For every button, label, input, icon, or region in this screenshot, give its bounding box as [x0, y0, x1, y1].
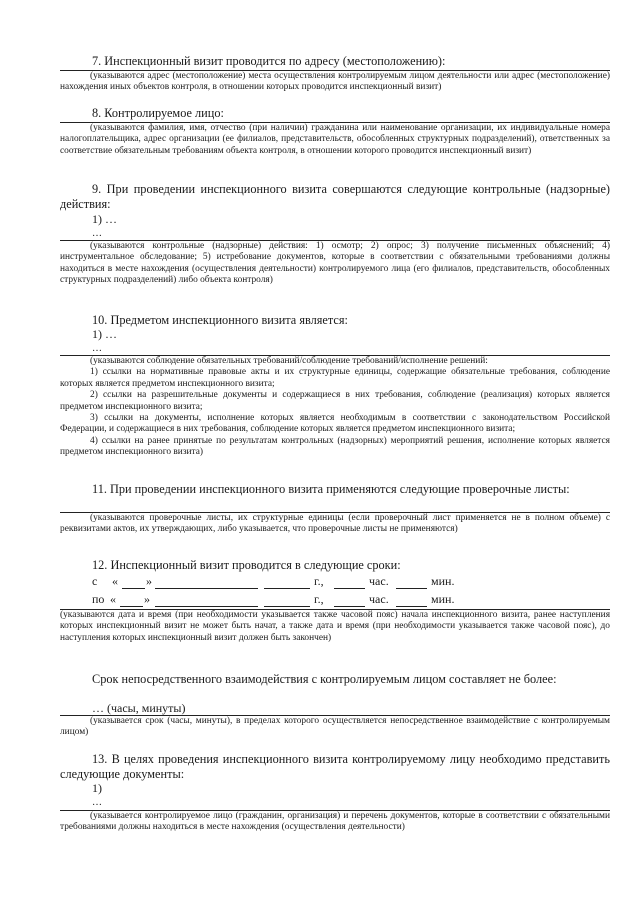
- start-minutes-label: мин.: [431, 574, 455, 588]
- section-13: [60, 752, 610, 782]
- start-open-quote: «: [112, 574, 118, 588]
- section-13-heading: 13. В целях проведения инспекционного визита контролируемому лицу необходимо представить следующие документы:: [60, 752, 610, 781]
- section-7-note: (указываются адрес (местоположение) места осуществления контролируемым лицом деятельности или адрес (местоположение) нахождения иных объектов контроля, в отношении которых проводится инспекционный визит): [60, 71, 610, 93]
- section-12-note: (указываются дата и время (при необходимости указывается также часовой пояс) начала инспекционного визита, ранее наступления которых инспекционный визит не может быть начат, а также дата и время (при необходимости указывается также часовой пояс), до наступления которых инспекционный визит должен быть закончен): [60, 610, 610, 643]
- section-13-item-1: 1): [92, 781, 102, 795]
- end-hours-field[interactable]: [334, 606, 365, 607]
- end-year-field[interactable]: [264, 606, 310, 607]
- end-hours-label: час.: [369, 592, 389, 606]
- section-12-heading: 12. Инспекционный визит проводится в следующие сроки:: [92, 558, 401, 572]
- start-month-field[interactable]: [155, 588, 258, 589]
- section-10: [60, 313, 610, 328]
- section-9-note: (указываются контрольные (надзорные) действия: 1) осмотр; 2) опрос; 3) получение письменных объяснений; 4) инструментальное обследование; 5) истребование документов, которые в соответствии с обязательными требованиями должны находиться в месте нахождения (осуществления деятельности) контролируемого лица (его филиалов, представительств, обособленных структурных подразделений) либо объекта контроля): [60, 241, 610, 286]
- start-hours-field[interactable]: [334, 588, 365, 589]
- end-open-quote: «: [110, 592, 116, 606]
- section-12: [60, 558, 610, 573]
- section-11-note: (указываются проверочные листы, их структурные единицы (если проверочный лист применяется не в полном объеме) с реквизитами актов, их утверждающих, либо указывается, что проверочные листы не применяются): [60, 513, 610, 535]
- section-9-heading: 9. При проведении инспекционного визита совершаются следующие контрольные (надзорные) действия:: [60, 182, 610, 211]
- interaction-term-heading: Срок непосредственного взаимодействия с контролируемым лицом составляет не более:: [92, 672, 557, 686]
- interaction-term-note: (указывается срок (часы, минуты), в пределах которого осуществляется непосредственное взаимодействие с контролируемым лицом): [60, 716, 610, 738]
- interaction-term: [60, 672, 610, 687]
- period-start-label: с: [92, 574, 98, 588]
- section-10-note-line: 2) ссылки на разрешительные документы и содержащиеся в них требования, соблюдение (реализация) которых является предметом инспекционного визита;: [60, 390, 610, 412]
- section-10-note-line: 3) ссылки на документы, исполнение которых является необходимым в соответствии с законодательством Российской Федерации, и содержащиеся в них требования, соблюдение которых является предметом инспекционного визита;: [60, 413, 610, 435]
- section-13-note: (указывается контролируемое лицо (гражданин, организация) и перечень документов, которые в соответствии с обязательными требованиями должны находиться в месте нахождения (осуществления деятельности): [60, 811, 610, 833]
- section-10-note-line: 1) ссылки на нормативные правовые акты и их структурные единицы, содержащие обязательные требования, соблюдение которых является предметом инспекционного визита;: [60, 367, 610, 389]
- section-11: [60, 482, 610, 497]
- end-year-suffix: г.,: [314, 592, 324, 606]
- start-year-field[interactable]: [264, 588, 310, 589]
- period-end-label: по: [92, 592, 105, 606]
- start-minutes-field[interactable]: [396, 588, 427, 589]
- section-7-heading: 7. Инспекционный визит проводится по адресу (местоположению):: [92, 54, 446, 68]
- section-8: [60, 106, 610, 121]
- end-day-field[interactable]: [120, 606, 143, 607]
- start-close-quote: »: [146, 574, 152, 588]
- end-month-field[interactable]: [155, 606, 258, 607]
- start-hours-label: час.: [369, 574, 389, 588]
- section-11-heading: 11. При проведении инспекционного визита применяются следующие проверочные листы:: [92, 482, 570, 496]
- section-9-item-1: 1) …: [92, 212, 117, 226]
- section-9-dots: …: [92, 228, 102, 239]
- end-minutes-field[interactable]: [396, 606, 427, 607]
- section-10-note-line: 4) ссылки на ранее принятые по результатам контрольных (надзорных) мероприятий решения, исполнение которых является предметом инспекционного визита): [60, 435, 610, 458]
- section-10-heading: 10. Предметом инспекционного визита является:: [92, 313, 348, 327]
- section-8-heading: 8. Контролируемое лицо:: [92, 106, 224, 120]
- section-10-dots: …: [92, 343, 102, 354]
- start-day-field[interactable]: [122, 588, 145, 589]
- section-8-note: (указываются фамилия, имя, отчество (при наличии) гражданина или наименование организации, их индивидуальные номера налогоплательщика, адрес организации (ее филиалов, представительств, обособленных структурных подразделений), ответственных за соответствие обязательным требованиям объекта контроля, в отношении которого проводится инспекционный визит): [60, 123, 610, 156]
- end-minutes-label: мин.: [431, 592, 455, 606]
- section-10-note-line: (указываются соблюдение обязательных требований/соблюдение требований/исполнение решений:: [90, 356, 488, 366]
- section-10-note: [60, 356, 610, 459]
- section-7: [60, 54, 610, 69]
- end-close-quote: »: [144, 592, 150, 606]
- start-year-suffix: г.,: [314, 574, 324, 588]
- section-13-dots: …: [92, 797, 102, 808]
- section-9: [60, 182, 610, 212]
- interaction-term-value: … (часы, минуты): [92, 701, 186, 715]
- section-10-item-1: 1) …: [92, 327, 117, 341]
